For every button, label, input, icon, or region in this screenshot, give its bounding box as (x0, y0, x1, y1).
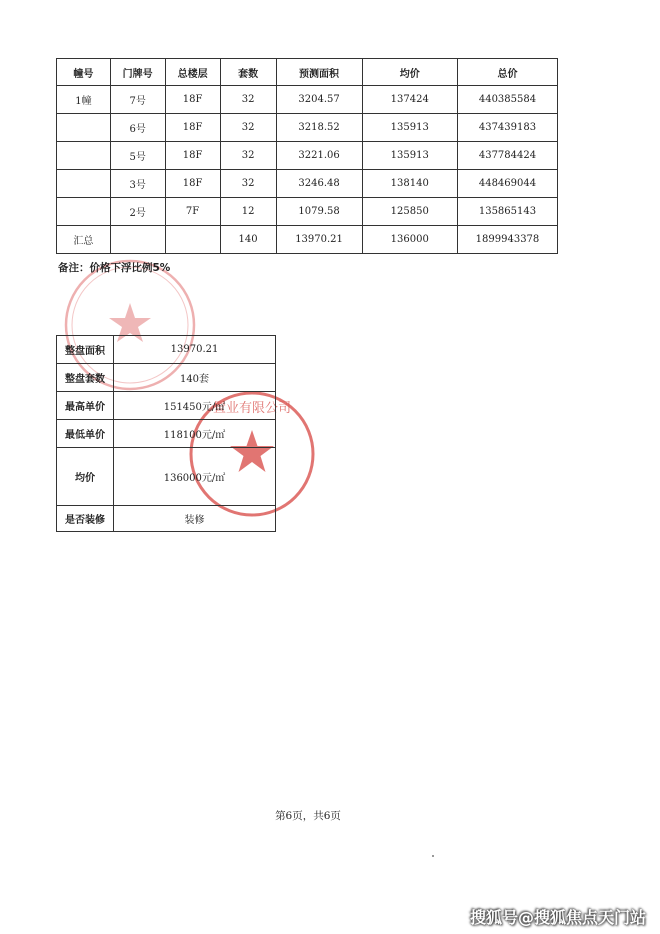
cell: 18F (165, 170, 220, 198)
table-row (57, 142, 558, 170)
cell: 32 (220, 114, 276, 142)
cell: 12 (220, 198, 276, 226)
cell: 3246.48 (276, 170, 362, 198)
summary-row (57, 364, 276, 392)
summary-value: 151450元/㎡ (114, 392, 276, 420)
page-number: 第6页，共6页 (275, 810, 341, 822)
cell: 136000 (362, 226, 457, 254)
cell (57, 170, 111, 198)
cell: 1幢 (57, 86, 111, 114)
summary-label: 均价 (57, 448, 114, 506)
table-row (57, 170, 558, 198)
summary-label: 整盘套数 (57, 364, 114, 392)
summary-table (56, 335, 276, 532)
cell: 440385584 (457, 86, 557, 114)
header-door-number: 门牌号 (110, 59, 165, 86)
remark-note: 备注：价格下浮比例5% (58, 262, 171, 274)
summary-label: 最高单价 (57, 392, 114, 420)
summary-value: 140套 (114, 364, 276, 392)
summary-label: 整盘面积 (57, 336, 114, 364)
cell: 7F (165, 198, 220, 226)
cell: 32 (220, 86, 276, 114)
header-area: 预测面积 (276, 59, 362, 86)
cell: 13970.21 (276, 226, 362, 254)
cell: 125850 (362, 198, 457, 226)
cell: 448469044 (457, 170, 557, 198)
summary-value: 136000元/㎡ (114, 448, 276, 506)
cell: 5号 (110, 142, 165, 170)
cell (110, 226, 165, 254)
cell: 18F (165, 142, 220, 170)
watermark: 搜狐号@搜狐焦点天门站 (469, 908, 646, 927)
summary-label: 最低单价 (57, 420, 114, 448)
table-row (57, 86, 558, 114)
cell: 138140 (362, 170, 457, 198)
summary-value: 装修 (114, 506, 276, 532)
cell: 32 (220, 170, 276, 198)
header-units: 套数 (220, 59, 276, 86)
header-building: 幢号 (57, 59, 111, 86)
cell (57, 142, 111, 170)
cell: 135865143 (457, 198, 557, 226)
cell: 437784424 (457, 142, 557, 170)
cell: 137424 (362, 86, 457, 114)
unit-price-table (56, 58, 558, 254)
cell: 437439183 (457, 114, 557, 142)
summary-row (57, 506, 276, 532)
cell: 2号 (110, 198, 165, 226)
cell: 3218.52 (276, 114, 362, 142)
cell: 135913 (362, 114, 457, 142)
cell: 汇总 (57, 226, 111, 254)
table-row (57, 198, 558, 226)
cell: 18F (165, 114, 220, 142)
cell: 3号 (110, 170, 165, 198)
cell (165, 226, 220, 254)
header-avg-price: 均价 (362, 59, 457, 86)
header-total-floors: 总楼层 (165, 59, 220, 86)
summary-row (57, 448, 276, 506)
cell: 7号 (110, 86, 165, 114)
summary-row (57, 392, 276, 420)
cell: 135913 (362, 142, 457, 170)
summary-label: 是否装修 (57, 506, 114, 532)
table-header-row (57, 59, 558, 86)
summary-row (57, 420, 276, 448)
table-total-row (57, 226, 558, 254)
seal-text: 置业有限公司 (212, 401, 292, 416)
cell (57, 114, 111, 142)
cell: 140 (220, 226, 276, 254)
header-total-price: 总价 (457, 59, 557, 86)
summary-value: 13970.21 (114, 336, 276, 364)
cell: 1899943378 (457, 226, 557, 254)
cell: 1079.58 (276, 198, 362, 226)
table-row (57, 114, 558, 142)
cell: 18F (165, 86, 220, 114)
cell: 3221.06 (276, 142, 362, 170)
cell: 3204.57 (276, 86, 362, 114)
summary-value: 118100元/㎡ (114, 420, 276, 448)
speck (432, 855, 434, 857)
summary-row (57, 336, 276, 364)
cell (57, 198, 111, 226)
cell: 6号 (110, 114, 165, 142)
cell: 32 (220, 142, 276, 170)
